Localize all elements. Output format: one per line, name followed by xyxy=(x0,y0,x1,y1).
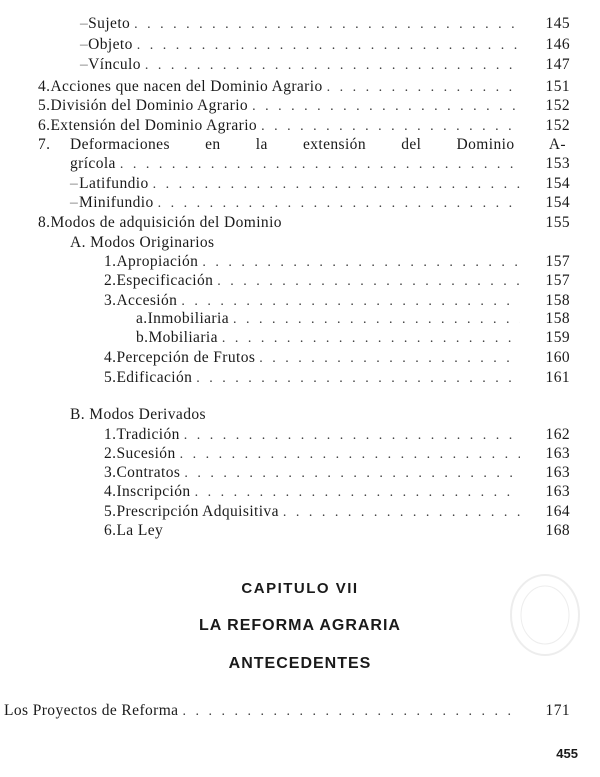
group-label: B. Modos Derivados xyxy=(70,406,206,423)
toc-entry-5 xyxy=(38,96,570,116)
entry-number: 3. xyxy=(104,292,117,309)
entry-page: 163 xyxy=(545,464,570,481)
dash-marker: – xyxy=(80,15,89,32)
entry-label: Especificación xyxy=(116,272,214,289)
entry-number: 4. xyxy=(38,78,51,95)
entry-number: 3. xyxy=(104,464,117,481)
entry-page: 158 xyxy=(545,310,570,327)
entry-label: Minifundio xyxy=(79,194,154,211)
toc-entry-7-line2 xyxy=(70,154,570,174)
entry-page: 153 xyxy=(545,155,570,172)
entry-label-line1: Deformaciones en la extensión del Dominio A- xyxy=(70,136,566,153)
entry-label: Modos de adquisición del Dominio xyxy=(50,214,282,231)
dash-marker: – xyxy=(70,175,79,192)
entry-page: 152 xyxy=(545,97,570,114)
entry-page: 155 xyxy=(545,214,570,231)
entry-page: 168 xyxy=(545,522,570,539)
entry-label: Extensión del Dominio Agrario xyxy=(50,117,258,134)
toc-entry-minifundio xyxy=(70,193,570,213)
entry-page: 163 xyxy=(545,445,570,462)
entry-label: Tradición xyxy=(116,426,180,443)
dash-marker: – xyxy=(80,36,89,53)
entry-number: 7. xyxy=(38,136,51,153)
toc-entry-7-line1 xyxy=(38,135,570,155)
entry-label: Contratos xyxy=(116,464,181,481)
entry-number: 5. xyxy=(38,97,51,114)
entry-label: Latifundio xyxy=(79,175,149,192)
entry-page: 162 xyxy=(545,426,570,443)
entry-number: 1. xyxy=(104,426,117,443)
entry-number: 6. xyxy=(104,522,117,539)
entry-page: 171 xyxy=(545,702,570,719)
chapter-title: LA REFORMA AGRARIA xyxy=(199,617,401,634)
group-b-heading xyxy=(70,405,570,425)
dot-leader xyxy=(153,175,520,195)
entry-number: 4. xyxy=(104,483,117,500)
entry-label: Inscripción xyxy=(116,483,191,500)
entry-label: Percepción de Frutos xyxy=(116,349,256,366)
dot-leader xyxy=(261,117,520,137)
toc-entry-latifundio xyxy=(70,174,570,194)
entry-label: Acciones que nacen del Dominio Agrario xyxy=(50,78,323,95)
entry-page: 146 xyxy=(545,36,570,53)
dot-leader xyxy=(145,56,520,76)
entry-label: Sucesión xyxy=(116,445,176,462)
dot-leader xyxy=(196,369,520,389)
entry-label: Vínculo xyxy=(88,56,141,73)
entry-number: 2. xyxy=(104,272,117,289)
entry-number: 5. xyxy=(104,503,117,520)
entry-number: 1. xyxy=(104,253,117,270)
dot-leader xyxy=(137,36,520,56)
entry-page: 151 xyxy=(545,78,570,95)
group-a-heading xyxy=(70,233,570,253)
entry-label: Los Proyectos de Reforma xyxy=(4,702,179,719)
dot-leader xyxy=(180,445,520,465)
toc-entry-b5 xyxy=(104,502,570,522)
entry-label: Inmobiliaria xyxy=(147,310,229,327)
dot-leader xyxy=(158,194,520,214)
toc-entry-a3b xyxy=(136,328,570,348)
entry-number: b. xyxy=(136,329,149,346)
entry-page: 145 xyxy=(545,15,570,32)
entry-label: Sujeto xyxy=(88,15,131,32)
toc-entry-vinculo xyxy=(80,55,570,75)
entry-page: 158 xyxy=(545,292,570,309)
entry-page: 154 xyxy=(545,175,570,192)
dot-leader xyxy=(184,464,520,484)
entry-label: La Ley xyxy=(116,522,164,539)
chapter-label: CAPITULO VII xyxy=(241,580,359,597)
entry-label: División del Dominio Agrario xyxy=(50,97,249,114)
dot-leader xyxy=(283,503,520,523)
toc-entry-sujeto xyxy=(80,14,570,34)
dot-leader xyxy=(202,253,520,273)
entry-page: 154 xyxy=(545,194,570,211)
entry-number: 2. xyxy=(104,445,117,462)
entry-label: Mobiliaria xyxy=(148,329,218,346)
entry-page: 163 xyxy=(545,483,570,500)
page-number: 455 xyxy=(556,746,578,761)
toc-entry-b4 xyxy=(104,482,570,502)
dash-marker: – xyxy=(80,56,89,73)
toc-entry-8 xyxy=(38,213,570,233)
entry-number: 6. xyxy=(38,117,51,134)
entry-number: 4. xyxy=(104,349,117,366)
entry-page: 159 xyxy=(545,329,570,346)
entry-number: 8. xyxy=(38,214,51,231)
chapter-subtitle: ANTECEDENTES xyxy=(228,655,372,672)
entry-page: 160 xyxy=(545,349,570,366)
toc-entry-6 xyxy=(38,116,570,136)
dot-leader xyxy=(222,329,520,349)
toc-entry-a1 xyxy=(104,252,570,272)
toc-entry-proyectos xyxy=(4,701,570,721)
dash-marker: – xyxy=(70,194,79,211)
dot-leader xyxy=(233,310,520,330)
library-stamp xyxy=(505,570,585,660)
entry-number: 5. xyxy=(104,369,117,386)
entry-label: Prescripción Adquisitiva xyxy=(116,503,279,520)
dot-leader xyxy=(182,702,520,722)
toc-entry-4 xyxy=(38,77,570,97)
group-label: A. Modos Originarios xyxy=(70,234,215,251)
toc-entry-a3 xyxy=(104,291,570,311)
dot-leader xyxy=(259,349,520,369)
dot-leader xyxy=(134,15,520,35)
entry-label-line2: grícola xyxy=(70,155,116,172)
entry-label: Apropiación xyxy=(116,253,199,270)
dot-leader xyxy=(184,426,520,446)
toc-entry-a5 xyxy=(104,368,570,388)
toc-entry-a3a xyxy=(136,309,570,329)
entry-label: Edificación xyxy=(116,369,193,386)
toc-entry-a4 xyxy=(104,348,570,368)
dot-leader xyxy=(327,78,520,98)
entry-number: a. xyxy=(136,310,148,327)
dot-leader xyxy=(217,272,520,292)
entry-page: 152 xyxy=(545,117,570,134)
toc-entry-b2 xyxy=(104,444,570,464)
dot-leader xyxy=(252,97,520,117)
entry-label: Objeto xyxy=(88,36,133,53)
toc-entry-b6 xyxy=(104,521,570,541)
entry-page: 164 xyxy=(545,503,570,520)
toc-entry-a2 xyxy=(104,271,570,291)
toc-entry-b3 xyxy=(104,463,570,483)
entry-page: 157 xyxy=(545,272,570,289)
toc-entry-objeto xyxy=(80,35,570,55)
dot-leader xyxy=(120,155,520,175)
entry-page: 147 xyxy=(545,56,570,73)
entry-page: 161 xyxy=(545,369,570,386)
entry-label: Accesión xyxy=(116,292,178,309)
dot-leader xyxy=(195,483,520,503)
entry-page: 157 xyxy=(545,253,570,270)
toc-entry-b1 xyxy=(104,425,570,445)
